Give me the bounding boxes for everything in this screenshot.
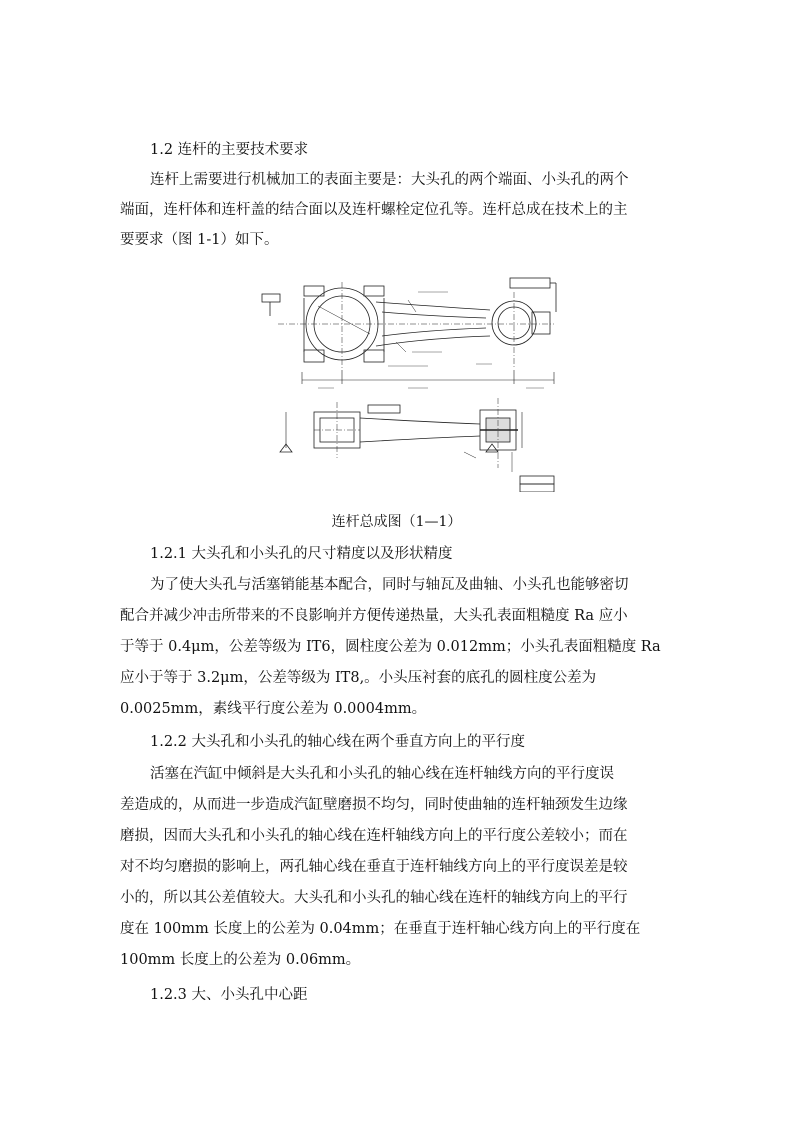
sub2-line-3: 磨损，因而大头孔和小头孔的轴心线在连杆轴线方向上的平行度公差较小；而在 [120, 828, 628, 844]
sub2-line-5: 小的，所以其公差值较大。大头孔和小头孔的轴心线在连杆的轴线方向上的平行 [120, 890, 628, 906]
sub2-line-6: 度在 100mm 长度上的公差为 0.04mm；在垂直于连杆轴心线方向上的平行度在 [120, 921, 641, 937]
sub1-line-4: 应小于等于 3.2μm，公差等级为 IT8,。小头压衬套的底孔的圆柱度公差为 [120, 670, 597, 686]
section-heading: 1.2 连杆的主要技术要求 [150, 142, 309, 158]
sub1-line-1: 为了使大头孔与活塞销能基本配合，同时与轴瓦及曲轴、小头孔也能够密切 [150, 577, 629, 593]
intro-line-1: 连杆上需要进行机械加工的表面主要是：大头孔的两个端面、小头孔的两个 [150, 172, 629, 188]
connecting-rod-drawing [258, 272, 558, 492]
intro-line-2: 端面，连杆体和连杆盖的结合面以及连杆螺栓定位孔等。连杆总成在技术上的主 [120, 202, 628, 218]
subsection-heading-2: 1.2.2 大头孔和小头孔的轴心线在两个垂直方向上的平行度 [150, 734, 526, 750]
sub2-line-4: 对不均匀磨损的影响上，两孔轴心线在垂直于连杆轴线方向上的平行度误差是较 [120, 859, 628, 875]
subsection-heading-1: 1.2.1 大头孔和小头孔的尺寸精度以及形状精度 [150, 546, 453, 562]
sub1-line-2: 配合并减少冲击所带来的不良影响并方便传递热量，大头孔表面粗糙度 Ra 应小 [120, 608, 628, 624]
sub2-line-2: 差造成的，从而进一步造成汽缸壁磨损不均匀，同时使曲轴的连杆轴颈发生边缘 [120, 797, 628, 813]
sub1-line-3: 于等于 0.4μm，公差等级为 IT6，圆柱度公差为 0.012mm；小头孔表面粗糙度 Ra [120, 639, 661, 655]
intro-line-3: 要要求（图 1-1）如下。 [120, 232, 279, 248]
subsection-heading-3: 1.2.3 大、小头孔中心距 [150, 987, 308, 1003]
sub2-line-7: 100mm 长度上的公差为 0.06mm。 [120, 952, 361, 968]
sub1-line-5: 0.0025mm，素线平行度公差为 0.0004mm。 [120, 701, 427, 717]
sub2-line-1: 活塞在汽缸中倾斜是大头孔和小头孔的轴心线在连杆轴线方向的平行度误 [150, 766, 614, 782]
figure-caption: 连杆总成图（1—1） [331, 514, 462, 530]
